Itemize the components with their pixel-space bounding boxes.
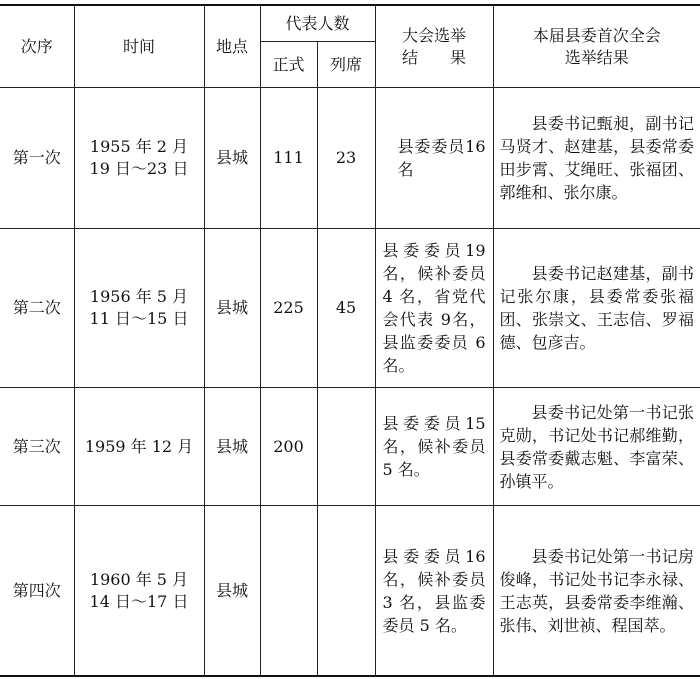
row-order: 第一次 [0,88,74,229]
row-place: 县城 [204,229,260,388]
header-plenary-result [493,5,700,88]
row-attending: 23 [317,88,375,229]
row-attending [317,388,375,506]
row-time-line1: 1955 年 2 月 [89,137,189,156]
header-congress-result [375,5,493,88]
row-place: 县城 [204,506,260,677]
row-time-line2: 11 日～15 日 [89,309,189,328]
table-row [0,388,700,506]
row-attending [317,506,375,677]
row-place: 县城 [204,388,260,506]
header-plenary-line1: 本届县委首次全会 [532,25,661,45]
row-plenary-text: 县委书记赵建基，副书记张尔康，县委常委张福团、张崇文、王志信、罗福德、包彦吉。 [499,264,695,352]
row-plenary-result [493,506,700,677]
header-delegates: 代表人数 [260,5,375,42]
row-time [74,388,204,506]
row-time-line1: 1960 年 5 月 [89,569,189,589]
header-plenary-line2: 选举结果 [564,47,629,67]
row-plenary-text: 县委书记处第一书记房俊峰，书记处书记李永禄、王志英，县委常委李维瀚、张伟、刘世祯、程国萃。 [499,546,695,635]
header-time: 时间 [74,5,204,88]
row-order: 第三次 [0,388,74,506]
row-place: 县城 [204,88,260,229]
row-congress-result [375,388,493,506]
row-time-line1: 1956 年 5 月 [89,287,189,306]
row-congress-text: 县委委员16 名，候补委员 3 名，县监委委员 5 名。 [382,546,486,635]
row-time-line2: 19 日～23 日 [89,159,189,178]
header-congress-line2: 结 果 [402,47,467,67]
row-plenary-text: 县委书记处第一书记张克勋，书记处书记郝维勤，县委常委戴志魁、李富荣、孙镇平。 [499,402,695,491]
row-time [74,88,204,229]
table-row [0,506,700,677]
row-time-line2: 14 日～17 日 [89,591,189,611]
row-formal: 200 [260,388,317,506]
row-formal [260,506,317,677]
row-congress-result [375,506,493,677]
county-congress-table [0,4,700,677]
row-formal: 111 [260,88,317,229]
row-attending: 45 [317,229,375,388]
row-plenary-result [493,388,700,506]
row-formal: 225 [260,229,317,388]
row-plenary-result [493,229,700,388]
row-congress-result [375,88,493,229]
table-row [0,88,700,229]
header-congress-line1: 大会选举 [402,25,467,45]
header-formal: 正式 [260,42,317,88]
row-plenary-result [493,88,700,229]
header-order: 次序 [0,5,74,88]
row-congress-text: 县委委员19 名，候补委员 4 名，省党代会代表 9名，县监委委员 6 名。 [382,241,486,375]
row-congress-result [375,229,493,388]
row-time [74,506,204,677]
row-congress-text: 县委委员15 名，候补委员 5 名。 [382,414,486,479]
header-place: 地点 [204,5,260,88]
row-order: 第二次 [0,229,74,388]
row-order: 第四次 [0,506,74,677]
row-time [74,229,204,388]
header-row-1 [0,5,700,42]
row-plenary-text: 县委书记甄昶，副书记马贤才、赵建基，县委常委田步霄、艾绳旺、张福团、郭维和、张尔康。 [499,114,695,202]
table-row [0,229,700,388]
header-attending: 列席 [317,42,375,88]
row-congress-text: 县委委员16 名 [397,137,486,179]
row-time-line1: 1959 年 12 月 [84,436,194,456]
